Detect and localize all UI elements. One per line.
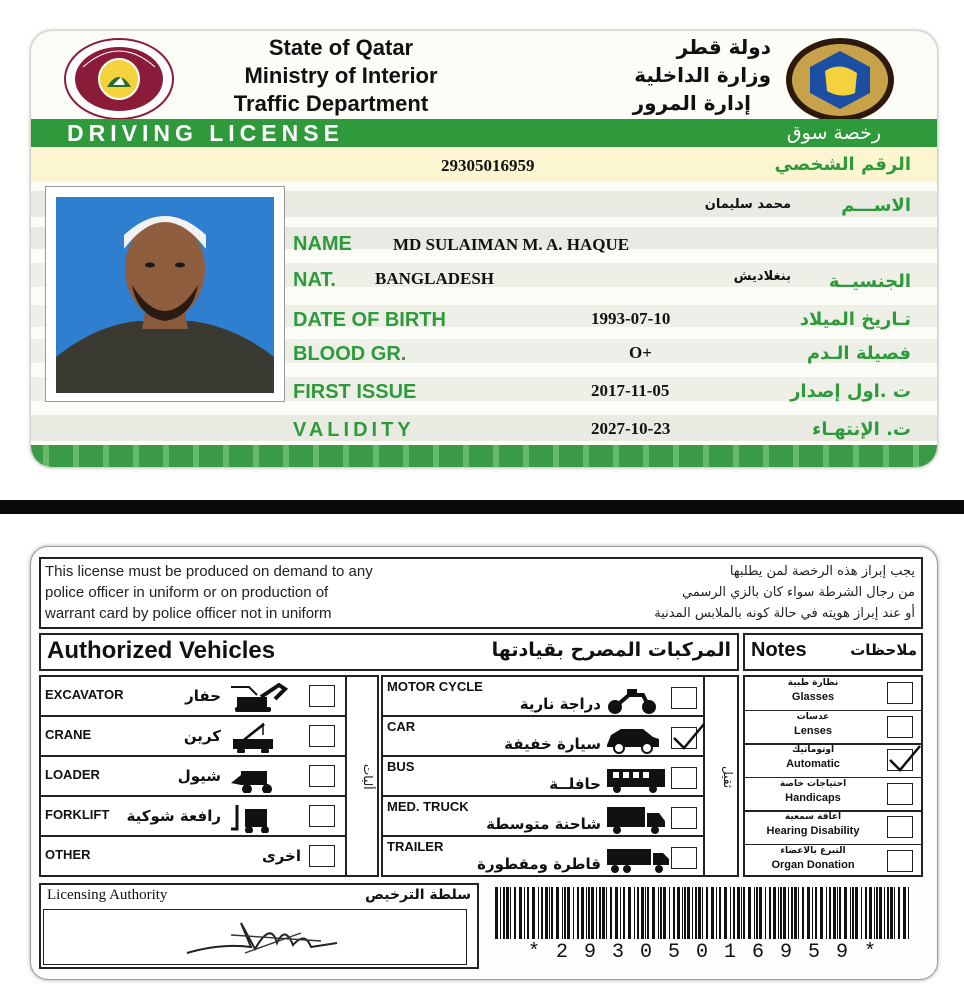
note-label: Lenses [794,724,832,737]
vehicle-label: OTHER [45,847,91,862]
signature [181,913,341,968]
header-ministry: Ministry of Interior [244,63,438,88]
name-label-ar: الاســـم [841,195,911,216]
vehicle-checkbox[interactable] [309,805,335,827]
dob-label: DATE OF BIRTH [293,309,446,331]
note-label: Hearing Disability [766,825,860,837]
row-divider [39,755,345,757]
vehicle-label: BUS [387,759,415,774]
note-label-ar: احتياجات خاصة [779,778,847,789]
blood-label-ar: فصيلة الـدم [806,343,911,364]
note-checkbox[interactable] [887,682,913,704]
row-divider [381,795,703,797]
qatar-emblem [63,37,175,121]
note-checkbox[interactable] [887,850,913,872]
row-divider [381,755,703,757]
first-issue-label-ar: ت .اول إصدار [790,381,911,402]
excavator-icon [227,681,293,718]
forklift-icon [227,801,293,838]
note-label: Glasses [791,691,835,703]
note-label-ar: التبرع بالاعضاء [780,845,846,856]
vehicle-label-ar: اخرى [261,847,301,865]
authority-label: Licensing Authority [47,887,168,903]
license-back-card [30,546,938,980]
row-divider [39,715,345,717]
trailer-icon [605,843,671,880]
barcode [491,887,915,939]
license-front-card [30,30,938,468]
first-issue-label: FIRST ISSUE [293,381,417,403]
divider-bar [0,500,964,514]
note-label: Organ Donation [771,858,855,871]
license-title: DRIVING LICENSE [67,120,344,146]
blood-label: BLOOD GR. [293,343,407,365]
note-checkbox[interactable] [887,816,913,838]
validity-value: 2027-10-23 [591,419,671,438]
note-label: Handicaps [785,791,841,804]
vehicle-label: MED. TRUCK [387,799,469,814]
barcode-number: * 2 9 3 0 5 0 1 6 9 5 9 * [527,941,879,964]
note-label-ar: عدسات [796,711,830,722]
header-department: Traffic Department [233,91,429,116]
nationality-label: NAT. [293,269,336,291]
vehicle-label-ar: شيول [177,767,221,785]
authority-label-ar: سلطة الترخيص [365,887,471,903]
header-ministry-ar: وزارة الداخلية [634,63,771,87]
bottom-pattern [31,445,937,467]
validity-label: VALIDITY [293,419,415,441]
authorized-title: Authorized Vehicles [47,637,276,664]
loader-icon [227,761,293,798]
nationality-label-ar: الجنسيــة [828,271,911,292]
vehicle-label-ar: شاحنة متوسطة [486,815,601,833]
validity-label-ar: ت. الإنتهـاء [812,419,911,440]
vehicle-label-ar: حفار [185,687,221,705]
vehicle-label-ar: حافلــة [549,775,601,793]
row-divider [39,835,345,837]
first-issue-value: 2017-11-05 [591,381,670,400]
vehicle-checkbox[interactable] [309,845,335,867]
vehicle-checkbox[interactable] [309,765,335,787]
vehicle-checkbox[interactable] [671,767,697,789]
notes-title-ar: ملاحظات [850,641,917,659]
authorized-title-ar: المركبات المصرح بقيادتها [491,639,731,661]
right-group-label-ar: ثقيل [721,765,735,789]
vehicle-label-ar: دراجة نارية [519,695,601,713]
header-department-ar: إدارة المرور [632,91,751,115]
note-checkbox[interactable] [887,749,913,771]
vehicle-checkbox[interactable] [671,727,697,749]
name-value-ar: محمد سليمان [704,197,791,212]
vehicle-checkbox[interactable] [671,847,697,869]
vehicle-checkbox[interactable] [309,725,335,747]
note-checkbox[interactable] [887,783,913,805]
vehicle-checkbox[interactable] [309,685,335,707]
note-checkbox[interactable] [887,716,913,738]
vehicle-checkbox[interactable] [671,807,697,829]
notice-ar: يجب إبراز هذه الرخصة لمن يطلبها من رجال الشرطة سواء كان بالزي الرسمي أو عند إبراز هويته في حالة كونه بالملابس المدنية [654,564,915,621]
vehicle-label: TRAILER [387,839,444,854]
gcc-emblem [785,37,895,123]
holder-photo [45,186,285,402]
notes-title: Notes [751,639,807,661]
header-state-ar: دولة قطر [676,35,771,59]
header-state: State of Qatar [268,35,414,60]
vehicle-label-ar: رافعة شوكية [126,807,221,825]
row-divider [39,795,345,797]
id-label-ar: الرقم الشخصي [774,154,911,175]
row-divider [381,715,703,717]
vehicle-label: CRANE [45,727,92,742]
note-label-ar: نظارة طبية [787,678,839,688]
note-label-ar: اوتوماتيك [791,745,835,755]
note-label: Automatic [786,758,840,770]
left-group-label-ar: أليات [361,764,375,790]
license-title-ar: رخصة سوق [786,122,881,144]
dob-label-ar: تـاريخ الميلاد [799,309,911,330]
id-number: 29305016959 [441,156,535,175]
vehicle-label-ar: سيارة خفيفة [504,735,601,753]
vehicle-label: CAR [387,719,416,734]
crane-icon [227,721,293,758]
name-label: NAME [293,233,352,255]
dob-value: 1993-07-10 [591,309,671,328]
row-divider [381,835,703,837]
vehicle-checkbox[interactable] [671,687,697,709]
vehicle-label: EXCAVATOR [45,687,124,702]
nationality-value: BANGLADESH [375,269,495,288]
vehicle-label-ar: قاطرة ومقطورة [477,855,601,873]
vehicle-label: LOADER [45,767,100,782]
note-label-ar: اعاقة سمعية [784,812,842,822]
vehicle-label: MOTOR CYCLE [387,679,483,694]
vehicle-label-ar: كرين [183,727,221,745]
blood-value: O+ [629,343,652,362]
name-value: MD SULAIMAN M. A. HAQUE [393,235,630,254]
nationality-value-ar: بنغلاديش [733,269,791,284]
notice-en: This license must be produced on demand to any police officer in uniform or on production of warrant card by police officer not in uniform [45,563,373,622]
vehicle-label: FORKLIFT [45,807,110,822]
